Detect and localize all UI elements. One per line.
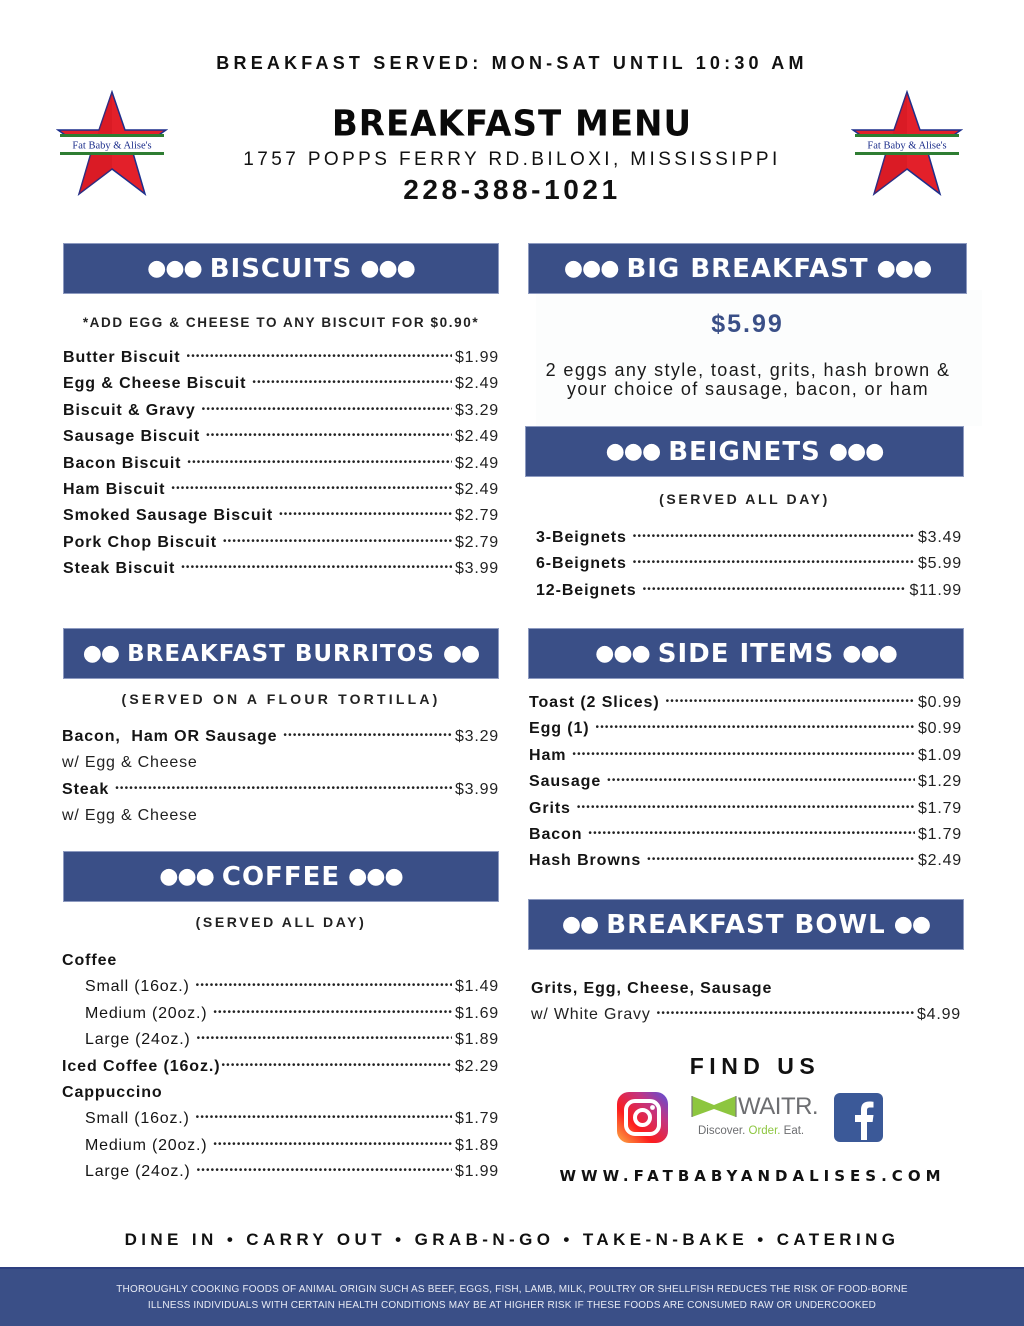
dots-decoration: ●●: [561, 912, 599, 937]
section-title: SIDE ITEMS: [657, 638, 835, 669]
menu-item-note: w/ White Gravy ••••• $4.99: [531, 1002, 961, 1028]
menu-item-note: w/ Egg & Cheese: [62, 754, 198, 772]
section-header-biscuits: [64, 244, 498, 293]
dots-decoration: ●●: [893, 912, 931, 937]
section-title: BIG BREAKFAST: [626, 253, 869, 284]
section-header-sides: [529, 629, 963, 678]
waitr-link[interactable]: [690, 1093, 820, 1141]
burritos-list: [62, 724, 499, 830]
dots-decoration: ●●: [82, 641, 120, 666]
bowl-list: [531, 976, 961, 1029]
dots-decoration: ●●●: [595, 641, 650, 666]
dots-decoration: ●●●: [159, 864, 214, 889]
menu-item: Sausage Biscuit ••••• $2.49: [63, 424, 499, 450]
menu-item: Toast (2 Slices) ••••• $0.99: [529, 690, 962, 716]
waitr-wordmark: WAITR.: [738, 1093, 819, 1120]
burritos-note: (SERVED ON A FLOUR TORTILLA): [121, 691, 441, 707]
facebook-link[interactable]: [834, 1093, 883, 1142]
services-list: DINE IN • CARRY OUT • GRAB-N-GO • TAKE-N-BAKE • CATERING: [124, 1230, 900, 1249]
menu-item-note: w/ Egg & Cheese: [62, 807, 198, 825]
section-header-beignets: [526, 427, 963, 476]
menu-item: Iced Coffee (16oz.) ••••• $2.29: [62, 1054, 499, 1080]
breakfast-hours: BREAKFAST SERVED: MON-SAT UNTIL 10:30 AM: [216, 53, 808, 73]
dots-decoration: ●●●: [876, 256, 932, 281]
instagram-link[interactable]: [617, 1092, 668, 1143]
beignets-list: [536, 525, 962, 604]
menu-item: Bacon Biscuit ••••• $2.49: [63, 451, 499, 477]
menu-item: Grits ••••• $1.79: [529, 796, 962, 822]
menu-item: Hash Browns ••••• $2.49: [529, 848, 962, 874]
menu-item: Medium (20oz.) ••••• $1.69: [62, 1001, 499, 1027]
facebook-icon: [834, 1093, 883, 1142]
disclaimer-line: ILLNESS INDIVIDUALS WITH CERTAIN HEALTH CONDITIONS MAY BE AT HIGHER RISK IF THESE FOODS ARE CONSUMED RAW OR UNDERCOOKED: [147, 1300, 877, 1311]
instagram-icon: [617, 1092, 668, 1143]
menu-item: Bacon ••••• $1.79: [529, 822, 962, 848]
section-title: BREAKFAST BOWL: [606, 909, 886, 940]
menu-item: Ham Biscuit ••••• $2.49: [63, 477, 499, 503]
dots-decoration: ●●: [442, 641, 480, 666]
menu-item: Butter Biscuit ••••• $1.99: [63, 345, 499, 371]
dots-decoration: ●●●: [348, 864, 403, 889]
dots-decoration: ●●●: [842, 641, 897, 666]
dots-decoration: ●●●: [360, 256, 415, 281]
menu-item: 6-Beignets ••••• $5.99: [536, 551, 962, 577]
section-title: BEIGNETS: [668, 436, 821, 467]
menu-item: 3-Beignets ••••• $3.49: [536, 525, 962, 551]
coffee-note: (SERVED ALL DAY): [195, 914, 367, 930]
menu-category: Coffee: [62, 952, 118, 969]
menu-item: Large (24oz.) ••••• $1.99: [62, 1159, 499, 1185]
coffee-list: [62, 948, 499, 1186]
menu-item: Bacon, Ham OR Sausage ••••• $3.29: [62, 724, 499, 750]
section-title: BREAKFAST BURRITOS: [127, 640, 435, 667]
biscuits-note: *ADD EGG & CHEESE TO ANY BISCUIT FOR $0.90*: [82, 315, 480, 330]
menu-item: Biscuit & Gravy ••••• $3.29: [63, 398, 499, 424]
find-us-title: FIND US: [689, 1053, 821, 1079]
big-breakfast-description: 2 eggs any style, toast, grits, hash brown & your choice of sausage, bacon, or ham: [545, 360, 951, 399]
dots-decoration: ●●●: [605, 439, 661, 464]
waitr-tagline: Discover. Order. Eat.: [698, 1125, 805, 1137]
menu-item: Sausage ••••• $1.29: [529, 769, 962, 795]
section-header-coffee: [64, 852, 498, 901]
big-breakfast-price: $5.99: [711, 310, 784, 338]
menu-item: Grits, Egg, Cheese, Sausage: [531, 980, 773, 997]
menu-item: 12-Beignets ••••• $11.99: [536, 578, 962, 604]
menu-item: Small (16oz.) ••••• $1.79: [62, 1106, 499, 1132]
menu-item: Medium (20oz.) ••••• $1.89: [62, 1133, 499, 1159]
menu-item: Steak Biscuit ••••• $3.99: [63, 556, 499, 582]
biscuits-list: [63, 345, 499, 583]
disclaimer-line: THOROUGHLY COOKING FOODS OF ANIMAL ORIGIN SUCH AS BEEF, EGGS, FISH, LAMB, MILK, POULTRY OR SHELLFISH REDUCES THE RISK OF FOOD-BORNE: [116, 1284, 908, 1295]
menu-item: Large (24oz.) ••••• $1.89: [62, 1027, 499, 1053]
dots-decoration: ●●●: [147, 256, 202, 281]
svg-text:Fat Baby & Alise's: Fat Baby & Alise's: [72, 140, 152, 152]
section-header-big-breakfast: [529, 244, 966, 293]
footer-disclaimer: [0, 1267, 1024, 1326]
menu-item: Ham ••••• $1.09: [529, 743, 962, 769]
section-title: COFFEE: [221, 861, 341, 892]
menu-item: Egg (1) ••••• $0.99: [529, 716, 962, 742]
page-title: BREAKFAST MENU: [331, 103, 693, 145]
svg-text:Fat Baby & Alise's: Fat Baby & Alise's: [867, 140, 947, 152]
sides-list: [529, 690, 962, 875]
section-header-burritos: [64, 629, 498, 678]
menu-item: Smoked Sausage Biscuit ••••• $2.79: [63, 503, 499, 529]
dots-decoration: ●●●: [563, 256, 619, 281]
website-link[interactable]: WWW.FATBABYANDALISES.COM: [559, 1167, 946, 1185]
address: 1757 POPPS FERRY RD.BILOXI, MISSISSIPPI: [243, 149, 781, 170]
menu-category: Cappuccino: [62, 1083, 163, 1101]
waitr-bowtie-icon: [690, 1093, 738, 1120]
menu-item: Egg & Cheese Biscuit ••••• $2.49: [63, 371, 499, 397]
menu-item: Steak ••••• $3.99: [62, 777, 499, 803]
section-header-bowl: [529, 900, 963, 949]
section-title: BISCUITS: [209, 253, 353, 284]
menu-item: Pork Chop Biscuit ••••• $2.79: [63, 530, 499, 556]
dots-decoration: ●●●: [828, 439, 884, 464]
phone-number[interactable]: 228-388-1021: [403, 174, 621, 205]
beignets-note: (SERVED ALL DAY): [659, 491, 830, 507]
menu-item: Small (16oz.) ••••• $1.49: [62, 974, 499, 1000]
